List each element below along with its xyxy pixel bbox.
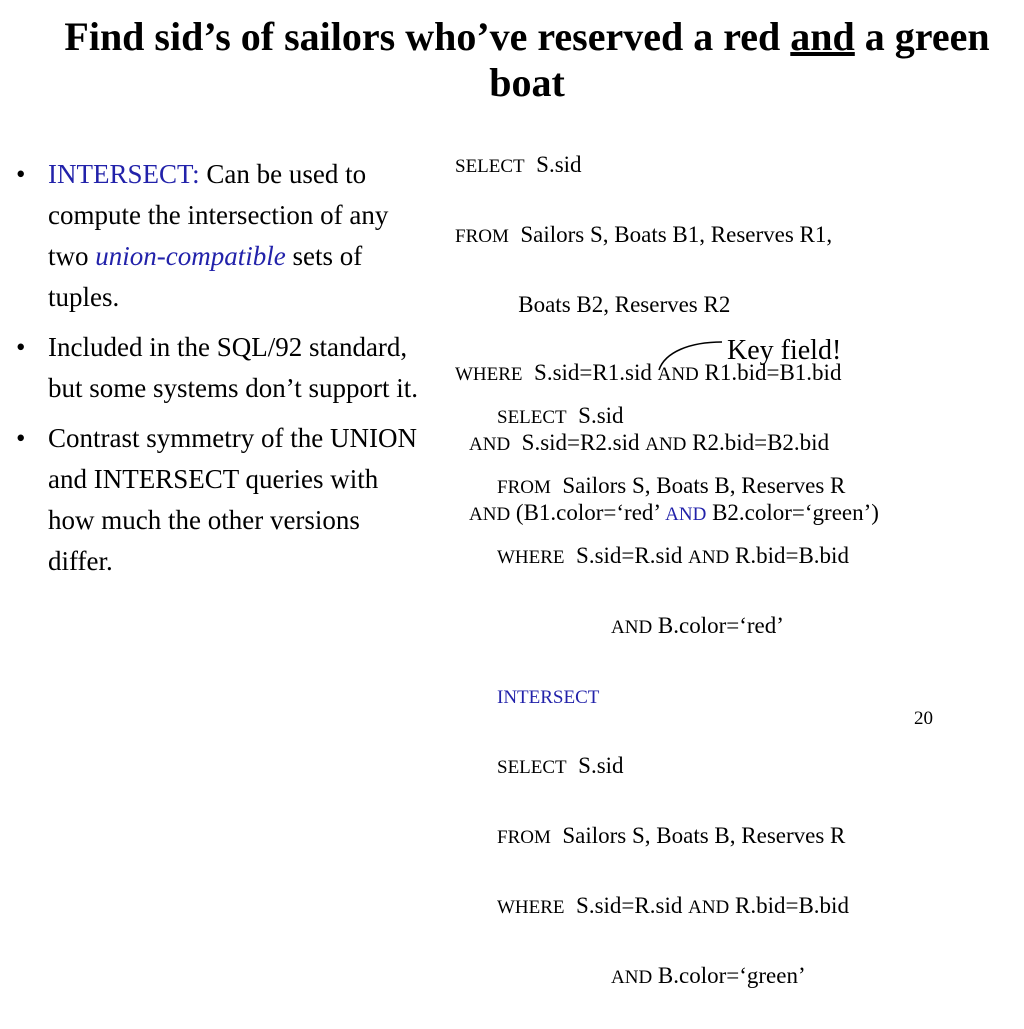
sql-text: S.sid=R1.sid bbox=[522, 360, 658, 385]
bullet-list bbox=[10, 154, 430, 591]
sql-keyword: FROM bbox=[497, 477, 551, 498]
title-text: Find sid’s of sailors who’ve reserved a red bbox=[64, 14, 791, 59]
bullet-keyword: INTERSECT: bbox=[48, 159, 200, 189]
bullet-text: Can be used to compute the intersection of any two bbox=[48, 159, 389, 271]
sql-keyword: FROM bbox=[497, 827, 551, 848]
sql-line bbox=[497, 539, 849, 575]
sql-text: R1.bid=B1.bid bbox=[698, 360, 842, 385]
bullet-dot-icon: • bbox=[16, 423, 26, 453]
sql-text: S.sid bbox=[566, 403, 624, 428]
slide-title bbox=[30, 14, 1024, 106]
sql-keyword: AND bbox=[611, 967, 653, 988]
sql-line bbox=[455, 288, 879, 322]
sql-text: Boats B2, Reserves R2 bbox=[455, 292, 731, 317]
sql-line bbox=[497, 819, 849, 855]
key-field-annotation: Key field! bbox=[727, 335, 842, 366]
bullet-text-end: sets of tuples. bbox=[48, 241, 363, 312]
sql-keyword: AND bbox=[657, 364, 699, 385]
sql-line bbox=[455, 218, 879, 254]
sql-line bbox=[497, 609, 849, 645]
sql-keyword-highlight: AND bbox=[665, 504, 707, 525]
sql-text: S.sid bbox=[524, 152, 582, 177]
sql-text: S.sid=R2.sid bbox=[510, 430, 646, 455]
sql-keyword: SELECT bbox=[455, 156, 525, 177]
sql-text: Sailors S, Boats B, Reserves R bbox=[550, 823, 846, 848]
bullet-dot-icon: • bbox=[16, 332, 26, 362]
sql-line bbox=[497, 679, 849, 715]
sql-keyword: AND bbox=[645, 434, 687, 455]
sql-text: B2.color=‘green’) bbox=[706, 500, 879, 525]
bullet-text: Contrast symmetry of the UNION and INTERSECT queries with how much the other versions differ. bbox=[48, 423, 417, 576]
sql-text: Sailors S, Boats B1, Reserves R1, bbox=[508, 222, 833, 247]
bullet-item bbox=[10, 327, 430, 409]
sql-line bbox=[497, 399, 849, 435]
bullet-item bbox=[10, 418, 430, 582]
sql-keyword: AND bbox=[469, 434, 511, 455]
bullet-text: Included in the SQL/92 standard, but some systems don’t support it. bbox=[48, 332, 419, 403]
sql-keyword: AND bbox=[611, 617, 653, 638]
bullet-item bbox=[10, 154, 430, 318]
sql-keyword-intersect: INTERSECT bbox=[497, 687, 600, 708]
sql-line bbox=[497, 889, 849, 925]
sql-text: R2.bid=B2.bid bbox=[686, 430, 830, 455]
sql-keyword: WHERE bbox=[497, 547, 565, 568]
sql-text: S.sid=R.sid bbox=[564, 543, 689, 568]
sql-text: S.sid=R.sid bbox=[564, 893, 689, 918]
sql-line bbox=[497, 959, 849, 995]
sql-text: (B1.color=‘red’ bbox=[510, 500, 666, 525]
sql-keyword: FROM bbox=[455, 226, 509, 247]
sql-keyword: SELECT bbox=[497, 757, 567, 778]
sql-keyword: SELECT bbox=[497, 407, 567, 428]
sql-query-2 bbox=[497, 365, 849, 1029]
sql-keyword: AND bbox=[688, 897, 730, 918]
page-number: 20 bbox=[914, 708, 933, 729]
sql-keyword: WHERE bbox=[455, 364, 523, 385]
sql-text: R.bid=B.bid bbox=[729, 893, 849, 918]
sql-text: B.color=‘green’ bbox=[652, 963, 806, 988]
sql-keyword: AND bbox=[688, 547, 730, 568]
sql-line bbox=[455, 148, 879, 184]
sql-line bbox=[497, 469, 849, 505]
title-underlined-word: and bbox=[790, 14, 855, 59]
sql-keyword: AND bbox=[469, 504, 511, 525]
sql-text: R.bid=B.bid bbox=[729, 543, 849, 568]
sql-line bbox=[497, 749, 849, 785]
sql-keyword: WHERE bbox=[497, 897, 565, 918]
title-text-end: a green boat bbox=[489, 14, 990, 105]
sql-text: B.color=‘red’ bbox=[652, 613, 784, 638]
sql-text: Sailors S, Boats B, Reserves R bbox=[550, 473, 846, 498]
bullet-dot-icon: • bbox=[16, 159, 26, 189]
sql-text: S.sid bbox=[566, 753, 624, 778]
bullet-emphasis: union-compatible bbox=[95, 241, 286, 271]
